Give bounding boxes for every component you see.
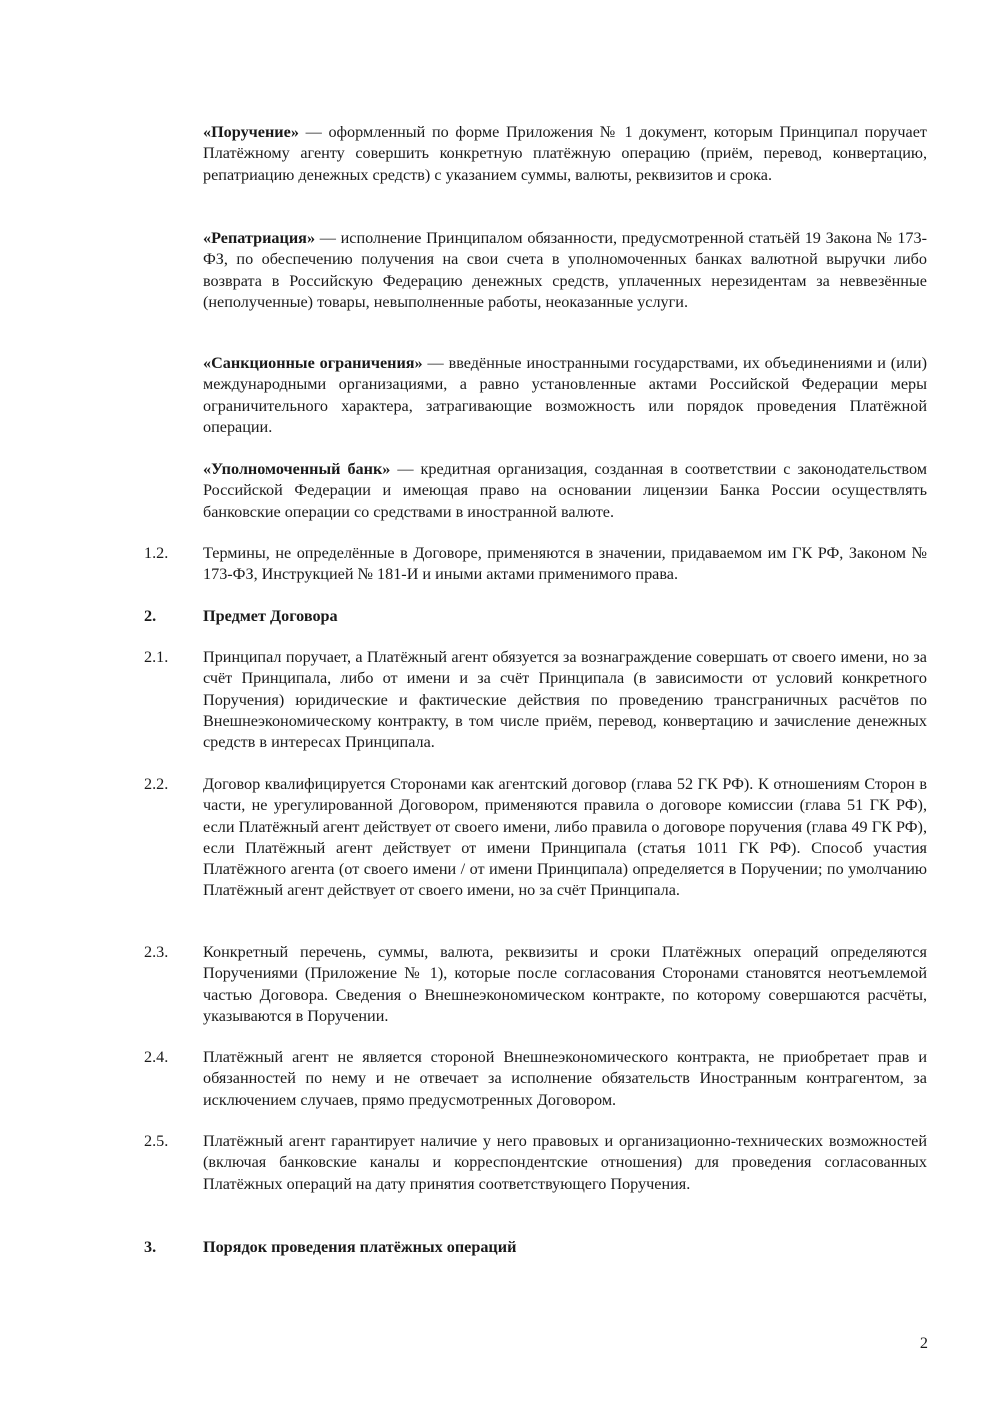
clause-number: 2.5.	[144, 1132, 169, 1150]
definition-text: — исполнение Принципалом обязанности, предусмотренной статьёй 19 Закона № 173-ФЗ, по обеспечению получения на свои счета в уполномоченных банках валютной выручки либо возврата в Российскую Федерацию денежных средств, уплаченных нерезидентам за неввезённые (неполученные) товары, невыполненные работы, неоказанные услуги.	[203, 229, 927, 311]
clause-number: 2.2.	[144, 775, 169, 793]
page-number: 2	[919, 1334, 928, 1352]
definition-paragraph	[203, 353, 927, 438]
section-title: Порядок проведения платёжных операций	[203, 1238, 517, 1256]
definition-term: «Санкционные ограничения»	[203, 354, 423, 372]
clause-number: 2.1.	[144, 648, 169, 666]
definition-term: «Уполномоченный банк»	[203, 460, 391, 478]
definition-text: — кредитная организация, созданная в соответствии с законодательством Российской Федерации и имеющая право на основании лицензии Банка России осуществлять банковские операции со средствами в иностранной валюте.	[203, 460, 927, 521]
definition-paragraph	[203, 459, 927, 523]
definition-paragraph	[203, 228, 927, 313]
clause-number: 1.2.	[144, 544, 169, 562]
definition-term: «Поручение»	[203, 123, 299, 141]
clause-text: Платёжный агент гарантирует наличие у него правовых и организационно-технических возможностей (включая банковские каналы и корреспондентские отношения) для проведения согласованных Платёжных операций на дату принятия соответствующего Поручения.	[203, 1132, 927, 1193]
definition-term: «Репатриация»	[203, 229, 316, 247]
section-number: 2.	[144, 607, 157, 625]
clause-text: Договор квалифицируется Сторонами как агентский договор (глава 52 ГК РФ). К отношениям Сторон в части, не урегулированной Договором, применяются правила о договоре комиссии (глава 51 ГК РФ), если Платёжный агент действует от своего имени, либо правила о договоре поручения (глава 49 ГК РФ), если Платёжный агент действует от имени Принципала (статья 1011 ГК РФ). Способ участия Платёжного агента (от своего имени / от имени Принципала) определяется в Поручении; по умолчанию Платёжный агент действует от своего имени, но за счёт Принципала.	[203, 775, 927, 900]
clause-text: Термины, не определённые в Договоре, применяются в значении, придаваемом им ГК РФ, Законом № 173-ФЗ, Инструкцией № 181-И и иными актами применимого права.	[203, 544, 927, 584]
section-title: Предмет Договора	[203, 607, 338, 625]
clause-number: 2.3.	[144, 943, 169, 961]
definition-text: — введённые иностранными государствами, их объединениями и (или) международными организациями, а равно установленные актами Российской Федерации меры ограничительного характера, затрагивающие возможность или порядок проведения Платёжной операции.	[203, 354, 927, 436]
clause-number: 2.4.	[144, 1048, 169, 1066]
clause-text: Конкретный перечень, суммы, валюта, реквизиты и сроки Платёжных операций определяются Поручениями (Приложение № 1), которые после согласования Сторонами становятся неотъемлемой частью Договора. Сведения о Внешнеэкономическом контракте, по которому совершаются расчёты, указываются в Поручении.	[203, 943, 927, 1025]
definition-text: — оформленный по форме Приложения № 1 документ, которым Принципал поручает Платёжному агенту совершить конкретную платёжную операцию (приём, перевод, конвертацию, репатриацию денежных средств) с указанием суммы, валюты, реквизитов и срока.	[203, 123, 927, 184]
clause-text: Платёжный агент не является стороной Внешнеэкономического контракта, не приобретает прав и обязанностей по нему и не отвечает за исполнение обязательств Иностранным контрагентом, за исключением случаев, прямо предусмотренных Договором.	[203, 1048, 927, 1109]
definition-paragraph	[203, 122, 927, 186]
clause-text: Принципал поручает, а Платёжный агент обязуется за вознаграждение совершать от своего имени, но за счёт Принципала, либо от имени и за счёт Принципала (в зависимости от условий конкретного Поручения) юридические и фактические действия по проведению трансграничных расчётов по Внешнеэкономическому контракту, в том числе приём, перевод, конвертацию и зачисление денежных средств в интересах Принципала.	[203, 648, 927, 752]
section-number: 3.	[144, 1238, 157, 1256]
